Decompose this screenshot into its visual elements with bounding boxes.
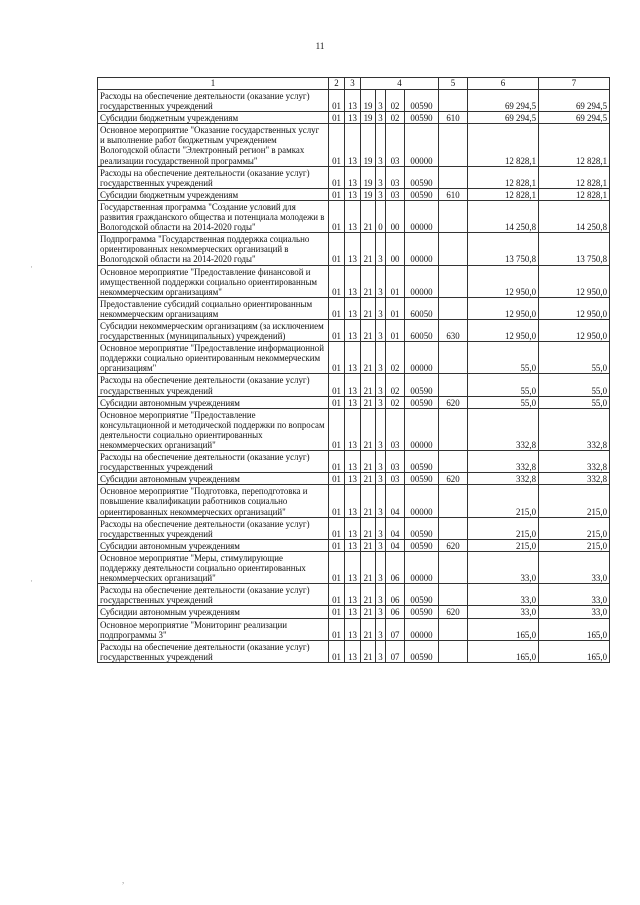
table-row <box>98 90 610 112</box>
table-row <box>98 112 610 124</box>
expense-type-code <box>439 265 468 297</box>
subprogram-code: 3 <box>376 112 386 124</box>
activity-code: 06 <box>386 584 405 606</box>
expense-type-code <box>439 124 468 166</box>
section-code: 01 <box>329 396 345 408</box>
row-name: Субсидии автономным учреждениям <box>98 606 329 618</box>
row-name: Расходы на обеспечение деятельности (оказание услуг) государственных учреждений <box>98 584 329 606</box>
subsection-code: 13 <box>345 485 361 517</box>
amount-col6: 13 750,8 <box>468 233 539 265</box>
section-code: 01 <box>329 551 345 583</box>
subsection-code: 13 <box>345 408 361 450</box>
program-code: 21 <box>361 233 376 265</box>
row-name: Основное мероприятие "Предоставление финансовой и имущественной поддержки социально ориентированным некоммерческим организациям" <box>98 265 329 297</box>
activity-code: 07 <box>386 640 405 662</box>
amount-col6: 55,0 <box>468 374 539 396</box>
row-name: Основное мероприятие "Предоставление консультационной и методической поддержки по вопросам деятельности социально ориентированных некоммерческих организаций" <box>98 408 329 450</box>
expense-type-code: 620 <box>439 473 468 485</box>
subprogram-code: 0 <box>376 200 386 232</box>
activity-code: 00 <box>386 200 405 232</box>
expense-type-code <box>439 517 468 539</box>
activity-code: 06 <box>386 606 405 618</box>
row-name: Основное мероприятие "Подготовка, переподготовка и повышение квалификации работников социально ориентированных некоммерческих организаций" <box>98 485 329 517</box>
subprogram-code: 3 <box>376 342 386 374</box>
section-code: 01 <box>329 606 345 618</box>
amount-col7: 55,0 <box>539 374 610 396</box>
amount-col6: 69 294,5 <box>468 112 539 124</box>
subprogram-code: 3 <box>376 319 386 341</box>
table-row <box>98 539 610 551</box>
amount-col6: 55,0 <box>468 342 539 374</box>
subsection-code: 13 <box>345 618 361 640</box>
direction-code: 00590 <box>405 90 439 112</box>
row-name: Государственная программа "Создание условий для развития гражданского общества и потенциала молодежи в Вологодской области на 2014-2020 годы" <box>98 200 329 232</box>
subprogram-code: 3 <box>376 606 386 618</box>
direction-code: 00590 <box>405 640 439 662</box>
activity-code: 01 <box>386 297 405 319</box>
row-name: Субсидии автономным учреждениям <box>98 473 329 485</box>
subprogram-code: 3 <box>376 188 386 200</box>
amount-col6: 12 950,0 <box>468 265 539 297</box>
amount-col7: 12 950,0 <box>539 319 610 341</box>
section-code: 01 <box>329 473 345 485</box>
program-code: 21 <box>361 265 376 297</box>
section-code: 01 <box>329 265 345 297</box>
row-name: Подпрограмма "Государственная поддержка социально ориентированных некоммерческих организаций в Вологодской области на 2014-2020 годы" <box>98 233 329 265</box>
table-row <box>98 297 610 319</box>
amount-col6: 332,8 <box>468 473 539 485</box>
amount-col6: 12 950,0 <box>468 297 539 319</box>
amount-col7: 12 828,1 <box>539 166 610 188</box>
program-code: 21 <box>361 297 376 319</box>
margin-mark: · <box>30 262 33 272</box>
row-name: Расходы на обеспечение деятельности (оказание услуг) государственных учреждений <box>98 374 329 396</box>
amount-col7: 165,0 <box>539 618 610 640</box>
expense-type-code <box>439 200 468 232</box>
margin-mark: , <box>122 875 125 885</box>
program-code: 21 <box>361 374 376 396</box>
row-name: Основное мероприятие "Меры, стимулирующие поддержку деятельности социально ориентированных некоммерческих организаций" <box>98 551 329 583</box>
subsection-code: 13 <box>345 451 361 473</box>
table-row <box>98 200 610 232</box>
program-code: 19 <box>361 90 376 112</box>
direction-code: 00590 <box>405 396 439 408</box>
direction-code: 00000 <box>405 408 439 450</box>
row-name: Предоставление субсидий социально ориентированным некоммерческим организациям <box>98 297 329 319</box>
table-row <box>98 342 610 374</box>
amount-col7: 12 828,1 <box>539 124 610 166</box>
section-code: 01 <box>329 166 345 188</box>
amount-col7: 215,0 <box>539 539 610 551</box>
amount-col7: 332,8 <box>539 408 610 450</box>
subsection-code: 13 <box>345 473 361 485</box>
row-name: Субсидии некоммерческим организациям (за исключением государственных (муниципальных) учреждений) <box>98 319 329 341</box>
program-code: 21 <box>361 606 376 618</box>
amount-col6: 33,0 <box>468 551 539 583</box>
row-name: Основное мероприятие "Оказание государственных услуг и выполнение работ бюджетным учреждением Вологодской области "Электронный регион" в рамках реализации государственной программы" <box>98 124 329 166</box>
expense-type-code <box>439 451 468 473</box>
subsection-code: 13 <box>345 517 361 539</box>
activity-code: 06 <box>386 551 405 583</box>
table-row <box>98 485 610 517</box>
row-name: Расходы на обеспечение деятельности (оказание услуг) государственных учреждений <box>98 90 329 112</box>
header-cell: 1 <box>98 78 329 90</box>
program-code: 21 <box>361 473 376 485</box>
amount-col6: 12 950,0 <box>468 319 539 341</box>
subprogram-code: 3 <box>376 265 386 297</box>
subsection-code: 13 <box>345 166 361 188</box>
table-row <box>98 319 610 341</box>
direction-code: 00590 <box>405 539 439 551</box>
subsection-code: 13 <box>345 640 361 662</box>
section-code: 01 <box>329 188 345 200</box>
amount-col7: 33,0 <box>539 551 610 583</box>
activity-code: 00 <box>386 233 405 265</box>
amount-col7: 55,0 <box>539 342 610 374</box>
amount-col6: 33,0 <box>468 584 539 606</box>
section-code: 01 <box>329 539 345 551</box>
activity-code: 03 <box>386 451 405 473</box>
direction-code: 00590 <box>405 374 439 396</box>
direction-code: 00590 <box>405 517 439 539</box>
amount-col7: 12 950,0 <box>539 297 610 319</box>
amount-col6: 12 828,1 <box>468 124 539 166</box>
subsection-code: 13 <box>345 319 361 341</box>
subsection-code: 13 <box>345 233 361 265</box>
row-name: Расходы на обеспечение деятельности (оказание услуг) государственных учреждений <box>98 640 329 662</box>
amount-col6: 215,0 <box>468 485 539 517</box>
amount-col6: 332,8 <box>468 408 539 450</box>
activity-code: 04 <box>386 485 405 517</box>
table-row <box>98 265 610 297</box>
table-row <box>98 166 610 188</box>
direction-code: 00000 <box>405 342 439 374</box>
header-row <box>98 78 610 90</box>
expense-type-code <box>439 485 468 517</box>
direction-code: 00000 <box>405 233 439 265</box>
table-row <box>98 451 610 473</box>
row-name: Субсидии бюджетным учреждениям <box>98 112 329 124</box>
table-row <box>98 618 610 640</box>
section-code: 01 <box>329 297 345 319</box>
amount-col7: 165,0 <box>539 640 610 662</box>
amount-col7: 69 294,5 <box>539 90 610 112</box>
expense-type-code: 620 <box>439 606 468 618</box>
program-code: 19 <box>361 112 376 124</box>
amount-col7: 13 750,8 <box>539 233 610 265</box>
amount-col6: 12 828,1 <box>468 166 539 188</box>
expense-type-code <box>439 584 468 606</box>
program-code: 21 <box>361 640 376 662</box>
table-row <box>98 517 610 539</box>
subprogram-code: 3 <box>376 374 386 396</box>
subprogram-code: 3 <box>376 233 386 265</box>
direction-code: 60050 <box>405 297 439 319</box>
activity-code: 02 <box>386 396 405 408</box>
program-code: 21 <box>361 618 376 640</box>
program-code: 21 <box>361 551 376 583</box>
subsection-code: 13 <box>345 342 361 374</box>
subprogram-code: 3 <box>376 90 386 112</box>
expense-type-code: 620 <box>439 539 468 551</box>
section-code: 01 <box>329 584 345 606</box>
row-name: Субсидии бюджетным учреждениям <box>98 188 329 200</box>
program-code: 21 <box>361 485 376 517</box>
row-name: Основное мероприятие "Предоставление информационной поддержки социально ориентированным некоммерческим организациям" <box>98 342 329 374</box>
direction-code: 00590 <box>405 112 439 124</box>
subsection-code: 13 <box>345 396 361 408</box>
section-code: 01 <box>329 319 345 341</box>
row-name: Субсидии автономным учреждениям <box>98 396 329 408</box>
program-code: 19 <box>361 188 376 200</box>
activity-code: 02 <box>386 112 405 124</box>
table-row <box>98 473 610 485</box>
expense-type-code <box>439 640 468 662</box>
subsection-code: 13 <box>345 374 361 396</box>
direction-code: 00590 <box>405 584 439 606</box>
amount-col7: 55,0 <box>539 396 610 408</box>
direction-code: 00000 <box>405 200 439 232</box>
table-row <box>98 606 610 618</box>
section-code: 01 <box>329 124 345 166</box>
row-name: Расходы на обеспечение деятельности (оказание услуг) государственных учреждений <box>98 451 329 473</box>
direction-code: 00590 <box>405 473 439 485</box>
amount-col7: 12 950,0 <box>539 265 610 297</box>
section-code: 01 <box>329 200 345 232</box>
amount-col7: 33,0 <box>539 584 610 606</box>
activity-code: 07 <box>386 618 405 640</box>
program-code: 19 <box>361 124 376 166</box>
table-row <box>98 396 610 408</box>
program-code: 21 <box>361 396 376 408</box>
amount-col7: 332,8 <box>539 473 610 485</box>
expense-type-code: 610 <box>439 188 468 200</box>
subprogram-code: 3 <box>376 408 386 450</box>
table-row <box>98 584 610 606</box>
subprogram-code: 3 <box>376 396 386 408</box>
activity-code: 03 <box>386 188 405 200</box>
activity-code: 02 <box>386 374 405 396</box>
margin-mark: · <box>30 576 33 586</box>
amount-col7: 332,8 <box>539 451 610 473</box>
program-code: 21 <box>361 451 376 473</box>
expense-type-code <box>439 551 468 583</box>
direction-code: 00000 <box>405 618 439 640</box>
expense-type-code <box>439 233 468 265</box>
amount-col6: 215,0 <box>468 517 539 539</box>
table-row <box>98 188 610 200</box>
section-code: 01 <box>329 485 345 517</box>
subprogram-code: 3 <box>376 485 386 517</box>
amount-col7: 69 294,5 <box>539 112 610 124</box>
subsection-code: 13 <box>345 112 361 124</box>
program-code: 21 <box>361 539 376 551</box>
section-code: 01 <box>329 618 345 640</box>
section-code: 01 <box>329 112 345 124</box>
subsection-code: 13 <box>345 584 361 606</box>
subprogram-code: 3 <box>376 539 386 551</box>
program-code: 19 <box>361 166 376 188</box>
row-name: Основное мероприятие "Мониторинг реализации подпрограммы 3" <box>98 618 329 640</box>
amount-col7: 215,0 <box>539 485 610 517</box>
table-row <box>98 374 610 396</box>
section-code: 01 <box>329 408 345 450</box>
header-cell: 5 <box>439 78 468 90</box>
header-cell: 3 <box>345 78 361 90</box>
subsection-code: 13 <box>345 606 361 618</box>
program-code: 21 <box>361 200 376 232</box>
header-cell: 6 <box>468 78 539 90</box>
direction-code: 00590 <box>405 451 439 473</box>
expense-type-code: 610 <box>439 112 468 124</box>
table-row <box>98 124 610 166</box>
subprogram-code: 3 <box>376 297 386 319</box>
direction-code: 00000 <box>405 551 439 583</box>
section-code: 01 <box>329 517 345 539</box>
table-row <box>98 551 610 583</box>
expense-type-code <box>439 374 468 396</box>
amount-col7: 215,0 <box>539 517 610 539</box>
header-cell: 7 <box>539 78 610 90</box>
expense-type-code <box>439 618 468 640</box>
budget-table <box>97 77 610 663</box>
subsection-code: 13 <box>345 265 361 297</box>
activity-code: 03 <box>386 408 405 450</box>
subprogram-code: 3 <box>376 451 386 473</box>
expense-type-code <box>439 166 468 188</box>
subsection-code: 13 <box>345 124 361 166</box>
activity-code: 04 <box>386 517 405 539</box>
expense-type-code <box>439 297 468 319</box>
direction-code: 00000 <box>405 485 439 517</box>
subsection-code: 13 <box>345 551 361 583</box>
section-code: 01 <box>329 640 345 662</box>
program-code: 21 <box>361 517 376 539</box>
amount-col6: 55,0 <box>468 396 539 408</box>
amount-col7: 33,0 <box>539 606 610 618</box>
amount-col6: 33,0 <box>468 606 539 618</box>
subprogram-code: 3 <box>376 551 386 583</box>
amount-col6: 165,0 <box>468 618 539 640</box>
section-code: 01 <box>329 90 345 112</box>
row-name: Расходы на обеспечение деятельности (оказание услуг) государственных учреждений <box>98 517 329 539</box>
direction-code: 00000 <box>405 124 439 166</box>
amount-col6: 165,0 <box>468 640 539 662</box>
page-number: 11 <box>315 41 325 51</box>
amount-col7: 12 828,1 <box>539 188 610 200</box>
amount-col6: 69 294,5 <box>468 90 539 112</box>
activity-code: 03 <box>386 166 405 188</box>
activity-code: 04 <box>386 539 405 551</box>
header-cell: 2 <box>329 78 345 90</box>
table-body <box>98 90 610 663</box>
activity-code: 02 <box>386 342 405 374</box>
section-code: 01 <box>329 374 345 396</box>
subprogram-code: 3 <box>376 584 386 606</box>
activity-code: 01 <box>386 319 405 341</box>
activity-code: 03 <box>386 473 405 485</box>
direction-code: 00590 <box>405 188 439 200</box>
activity-code: 01 <box>386 265 405 297</box>
direction-code: 00000 <box>405 265 439 297</box>
section-code: 01 <box>329 233 345 265</box>
amount-col6: 215,0 <box>468 539 539 551</box>
table-row <box>98 640 610 662</box>
expense-type-code: 620 <box>439 396 468 408</box>
amount-col6: 332,8 <box>468 451 539 473</box>
subprogram-code: 3 <box>376 618 386 640</box>
row-name: Субсидии автономным учреждениям <box>98 539 329 551</box>
table-row <box>98 233 610 265</box>
subsection-code: 13 <box>345 200 361 232</box>
program-code: 21 <box>361 319 376 341</box>
activity-code: 02 <box>386 90 405 112</box>
subsection-code: 13 <box>345 90 361 112</box>
subsection-code: 13 <box>345 297 361 319</box>
expense-type-code: 630 <box>439 319 468 341</box>
subsection-code: 13 <box>345 188 361 200</box>
expense-type-code <box>439 342 468 374</box>
amount-col6: 12 828,1 <box>468 188 539 200</box>
program-code: 21 <box>361 584 376 606</box>
expense-type-code <box>439 90 468 112</box>
amount-col6: 14 250,8 <box>468 200 539 232</box>
expense-type-code <box>439 408 468 450</box>
subprogram-code: 3 <box>376 166 386 188</box>
row-name: Расходы на обеспечение деятельности (оказание услуг) государственных учреждений <box>98 166 329 188</box>
direction-code: 00590 <box>405 166 439 188</box>
subprogram-code: 3 <box>376 640 386 662</box>
program-code: 21 <box>361 342 376 374</box>
direction-code: 00590 <box>405 606 439 618</box>
table-row <box>98 408 610 450</box>
subprogram-code: 3 <box>376 473 386 485</box>
header-cell: 4 <box>361 78 439 90</box>
activity-code: 03 <box>386 124 405 166</box>
amount-col7: 14 250,8 <box>539 200 610 232</box>
section-code: 01 <box>329 451 345 473</box>
section-code: 01 <box>329 342 345 374</box>
program-code: 21 <box>361 408 376 450</box>
direction-code: 60050 <box>405 319 439 341</box>
subprogram-code: 3 <box>376 517 386 539</box>
subprogram-code: 3 <box>376 124 386 166</box>
subsection-code: 13 <box>345 539 361 551</box>
